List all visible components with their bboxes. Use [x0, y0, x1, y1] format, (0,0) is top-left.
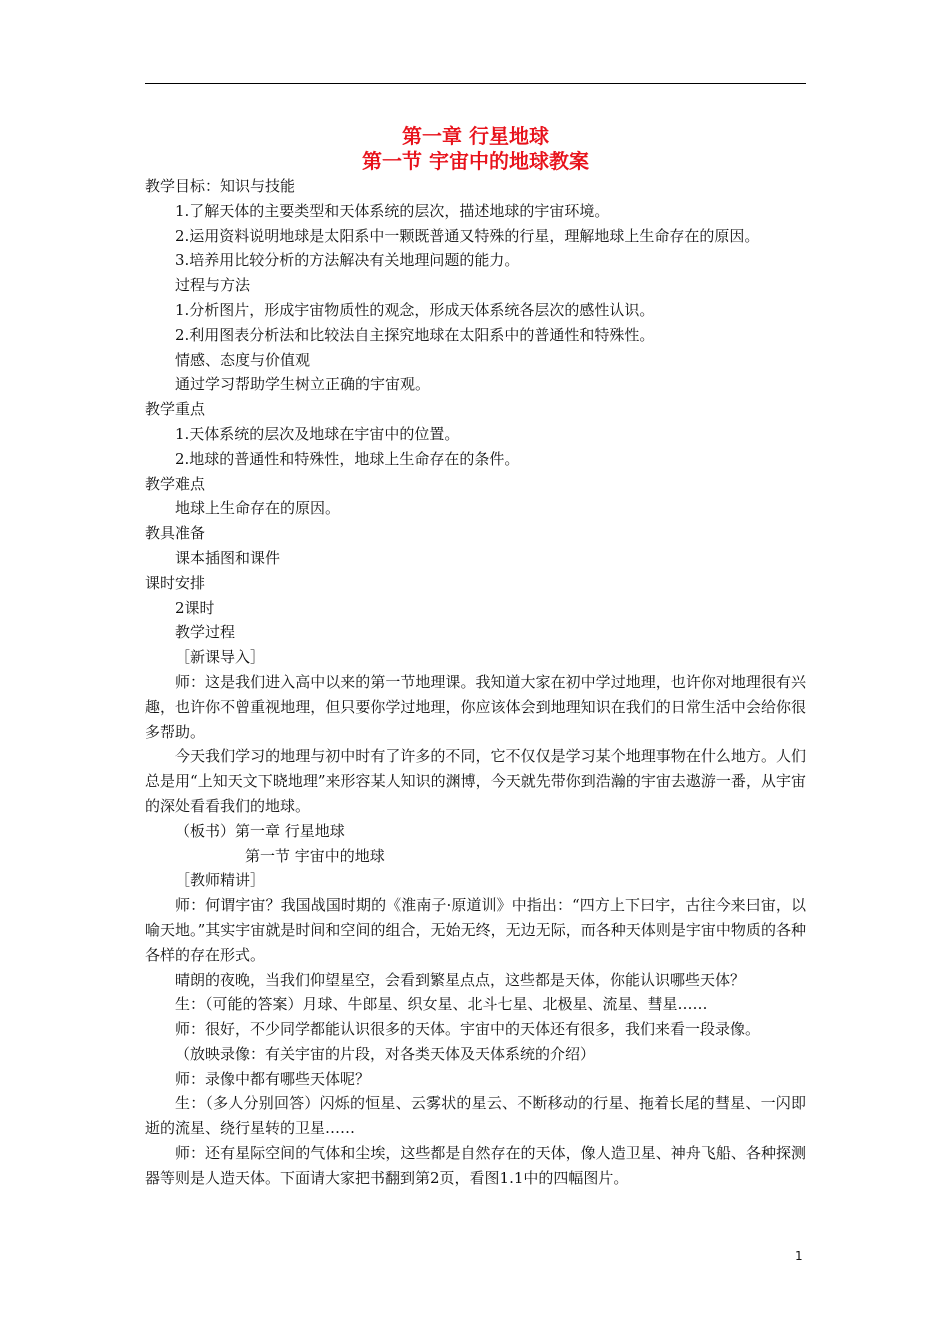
paragraph: （板书）第一章 行星地球 — [175, 821, 345, 840]
paragraph: 第一节 宇宙中的地球 — [245, 846, 385, 865]
document-body — [145, 174, 806, 1191]
paragraph: 课时安排 — [145, 573, 206, 592]
paragraph: 1.分析图片，形成宇宙物质性的观念，形成天体系统各层次的感性认识。 — [175, 300, 655, 319]
paragraph: 今天我们学习的地理与初中时有了许多的不同，它不仅仅是学习某个地理事物在什么地方。人们总是用“上知天文下晓地理”来形容某人知识的渊博，今天就先带你到浩瀚的宇宙去遨游一番，从宇宙的深处看看我们的地球。 — [145, 747, 806, 815]
page-number: 1 — [795, 1249, 803, 1263]
chapter-title: 第一章 行星地球 — [402, 124, 549, 148]
paragraph: 教具准备 — [145, 524, 206, 543]
paragraph: 晴朗的夜晚，当我们仰望星空，会看到繁星点点，这些都是天体，你能认识哪些天体？ — [175, 970, 746, 989]
paragraph: 2.利用图表分析法和比较法自主探究地球在太阳系中的普通性和特殊性。 — [175, 325, 655, 344]
header-rule — [145, 83, 806, 84]
paragraph: 教学难点 — [145, 474, 206, 493]
section-title: 第一节 宇宙中的地球教案 — [362, 149, 589, 173]
paragraph: 生：（可能的答案）月球、牛郎星、织女星、北斗七星、北极星、流星、彗星…… — [175, 995, 708, 1014]
paragraph: 过程与方法 — [175, 276, 251, 295]
paragraph: 2.运用资料说明地球是太阳系中一颗既普通又特殊的行星，理解地球上生命存在的原因。 — [175, 226, 760, 245]
paragraph: 师：很好，不少同学都能认识很多的天体。宇宙中的天体还有很多，我们来看一段录像。 — [175, 1020, 761, 1039]
paragraph: 师：录像中都有哪些天体呢？ — [175, 1069, 371, 1088]
paragraph: 师：还有星际空间的气体和尘埃，这些都是自然存在的天体，像人造卫星、神舟飞船、各种探测器等则是人造天体。下面请大家把书翻到第2页，看图1.1中的四幅图片。 — [145, 1144, 806, 1187]
paragraph: 地球上生命存在的原因。 — [175, 499, 341, 518]
paragraph: 师：何谓宇宙？我国战国时期的《淮南子·原道训》中指出：“四方上下曰宇，古往今来曰宙，以喻天地。”其实宇宙就是时间和空间的组合，无始无终，无边无际，而各种天体则是宇宙中物质的各种各样的存在形式。 — [145, 896, 806, 964]
paragraph: 教学过程 — [175, 623, 236, 642]
paragraph: 师：这是我们进入高中以来的第一节地理课。我知道大家在初中学过地理，也许你对地理很有兴趣，也许你不曾重视地理，但只要你学过地理，你应该体会到地理知识在我们的日常生活中会给你很多帮助。 — [145, 672, 806, 741]
paragraph: 生：（多人分别回答）闪烁的恒星、云雾状的星云、不断移动的行星、拖着长尾的彗星、一闪即逝的流星、绕行星转的卫星…… — [145, 1094, 806, 1138]
paragraph: 1.天体系统的层次及地球在宇宙中的位置。 — [175, 424, 460, 443]
paragraph: 教学目标：知识与技能 — [145, 177, 296, 195]
paragraph: 1.了解天体的主要类型和天体系统的层次，描述地球的宇宙环境。 — [175, 201, 610, 220]
paragraph: 教学重点 — [145, 400, 206, 419]
paragraph: 通过学习帮助学生树立正确的宇宙观。 — [175, 375, 431, 394]
paragraph: 2课时 — [175, 598, 215, 617]
paragraph: 情感、态度与价值观 — [175, 350, 311, 369]
paragraph: 课本插图和课件 — [175, 548, 281, 567]
paragraph: 2.地球的普通性和特殊性，地球上生命存在的条件。 — [175, 449, 520, 468]
paragraph: 3.培养用比较分析的方法解决有关地理问题的能力。 — [175, 251, 520, 270]
paragraph: ［新课导入］ — [175, 648, 266, 667]
paragraph: ［教师精讲］ — [175, 871, 266, 890]
paragraph: （放映录像：有关宇宙的片段，对各类天体及天体系统的介绍） — [175, 1044, 596, 1063]
